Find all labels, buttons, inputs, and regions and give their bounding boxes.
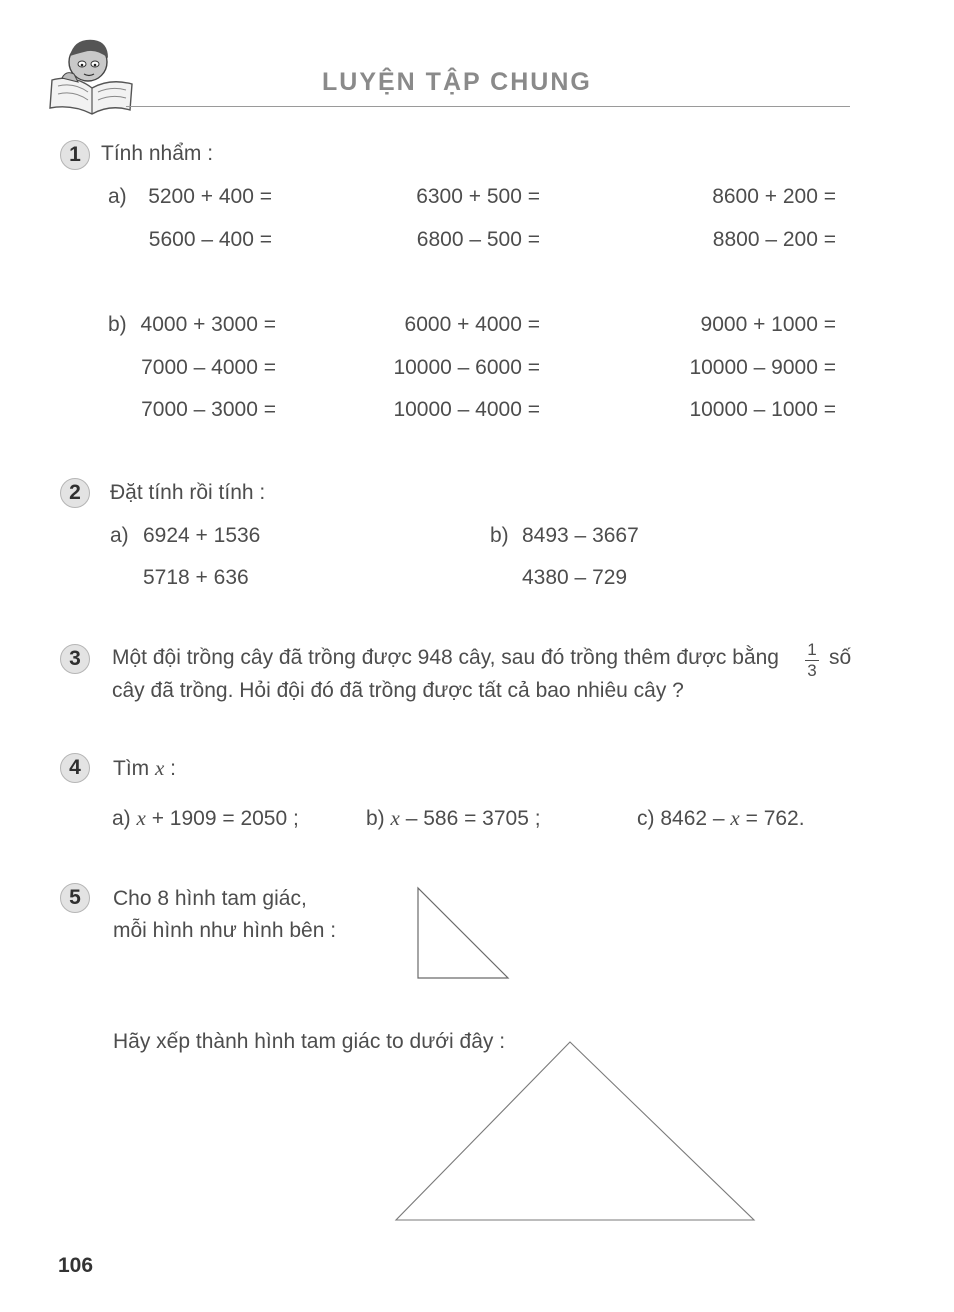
math-expression: 9000 + 1000 =	[700, 313, 836, 336]
exercise-3-number: 3	[60, 644, 90, 674]
exercise-5-text-line3: Hãy xếp thành hình tam giác to dưới đây :	[113, 1030, 506, 1053]
small-right-triangle-figure	[410, 884, 514, 984]
math-expression: 4000 + 3000 =	[140, 313, 276, 336]
variable-x: x	[730, 806, 740, 830]
exercise-1-number: 1	[60, 140, 90, 170]
math-expression: 5200 + 400 =	[148, 185, 272, 208]
exercise-4-heading-suffix: :	[170, 757, 177, 780]
math-expression: 8600 + 200 =	[712, 185, 836, 208]
math-expression: 8493 – 3667	[522, 524, 639, 547]
exercise-2a-label: a)	[110, 524, 129, 547]
fraction-denominator: 3	[807, 661, 817, 680]
math-expression: 5600 – 400 =	[148, 228, 272, 251]
exercise-4c-label: c)	[637, 807, 655, 830]
math-expression: 10000 – 6000 =	[393, 356, 540, 379]
math-expression: 10000 – 1000 =	[689, 398, 836, 421]
exercise-3-text-line2: cây đã trồng. Hỏi đội đó đã trồng được tất cả bao nhiêu cây ?	[112, 679, 684, 702]
fraction-one-third	[804, 642, 820, 679]
exercise-4-heading	[113, 756, 176, 781]
exercise-4b	[366, 806, 541, 831]
variable-x: x	[136, 806, 146, 830]
exercise-4a	[112, 806, 299, 831]
exercise-5-text-line1: Cho 8 hình tam giác,	[113, 887, 307, 910]
exercise-5-text-line2: mỗi hình như hình bên :	[113, 919, 337, 942]
exercise-4-heading-prefix: Tìm	[113, 757, 150, 780]
math-expression: 6800 – 500 =	[416, 228, 540, 251]
exercise-2-number: 2	[60, 478, 90, 508]
exercise-4b-label: b)	[366, 807, 385, 830]
math-expression: 6924 + 1536	[143, 524, 261, 547]
variable-x: x	[155, 756, 165, 780]
math-expression: 10000 – 4000 =	[393, 398, 540, 421]
exercise-4a-label: a)	[112, 807, 131, 830]
exercise-4c	[637, 806, 805, 831]
exercise-1-heading: Tính nhẩm :	[101, 142, 214, 165]
page-number: 106	[58, 1254, 94, 1277]
math-expression: 7000 – 4000 =	[141, 356, 276, 379]
math-expression: 5718 + 636	[143, 566, 249, 589]
page-title: LUYỆN TẬP CHUNG	[322, 68, 592, 96]
math-expression: 4380 – 729	[522, 566, 628, 589]
math-expression: 8800 – 200 =	[712, 228, 836, 251]
exercise-4-number: 4	[60, 753, 90, 783]
exercise-1b-label: b)	[108, 313, 127, 336]
math-expression: 6300 + 500 =	[416, 185, 540, 208]
exercise-1a-label: a)	[108, 185, 127, 208]
fraction-numerator: 1	[807, 640, 817, 659]
reading-child-mascot-icon	[44, 34, 136, 116]
exercise-4c-equation: = 762.	[745, 807, 805, 830]
exercise-2-heading: Đặt tính rồi tính :	[110, 481, 266, 504]
exercise-4a-equation: + 1909 = 2050 ;	[151, 807, 299, 830]
exercise-3-text-after-fraction: số	[829, 646, 852, 669]
header-rule	[126, 106, 850, 107]
variable-x: x	[390, 806, 400, 830]
exercise-4b-equation: – 586 = 3705 ;	[405, 807, 541, 830]
exercise-5-number: 5	[60, 883, 90, 913]
exercise-3-text-line1: Một đội trồng cây đã trồng được 948 cây, sau đó trồng thêm được bằng	[112, 646, 779, 669]
math-expression: 10000 – 9000 =	[689, 356, 836, 379]
math-expression: 7000 – 3000 =	[141, 398, 276, 421]
exercise-2b-label: b)	[490, 524, 509, 547]
large-triangle-figure	[390, 1036, 762, 1226]
math-expression: 6000 + 4000 =	[404, 313, 540, 336]
exercise-4c-left: 8462 –	[660, 807, 725, 830]
